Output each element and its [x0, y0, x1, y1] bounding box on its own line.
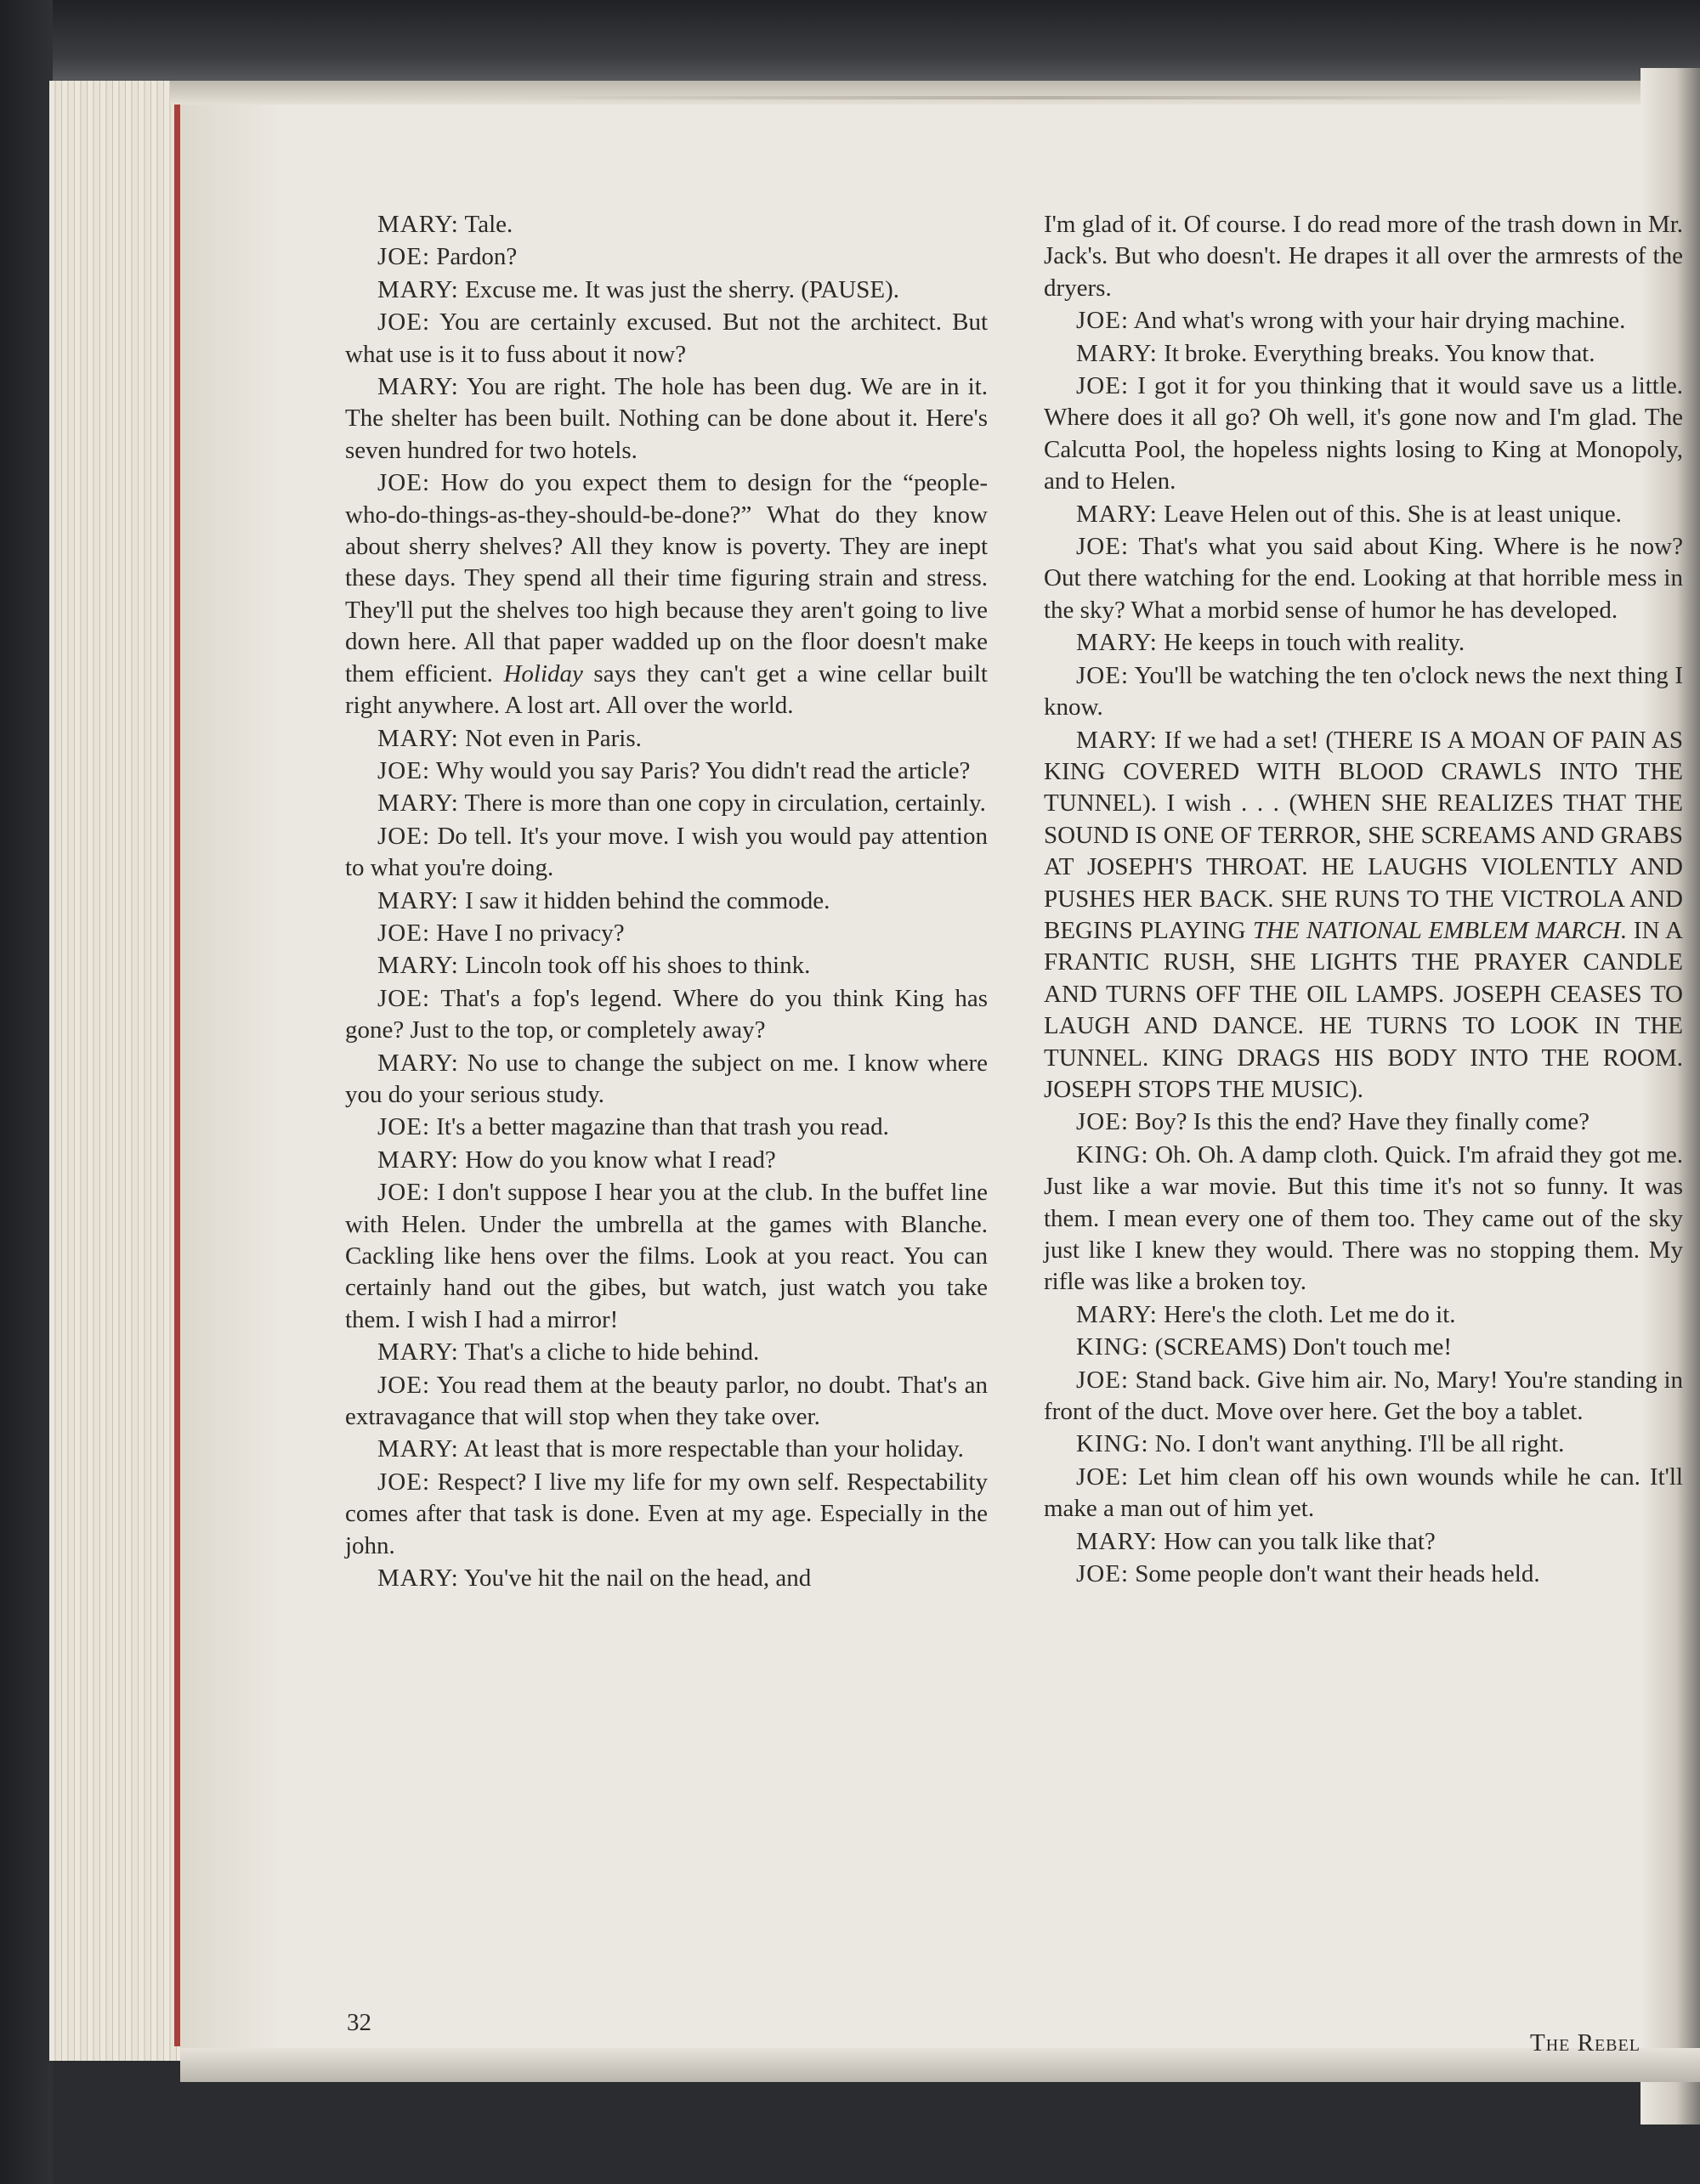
dialogue-paragraph — [1044, 1559, 1683, 1590]
dialogue-text: Tale. — [458, 211, 513, 238]
speaker-name: MARY: — [377, 1564, 459, 1593]
dialogue-paragraph — [345, 467, 988, 721]
dialogue-paragraph — [1044, 627, 1683, 659]
speaker-name: KING: — [1076, 1430, 1149, 1458]
dialogue-text: No. I don't want anything. I'll be all right. — [1148, 1430, 1565, 1458]
dialogue-text: It broke. Everything breaks. You know that. — [1157, 339, 1595, 367]
speaker-name: JOE: — [377, 1468, 430, 1496]
speaker-name: JOE: — [377, 1179, 430, 1207]
dialogue-paragraph — [345, 755, 988, 787]
speaker-name: MARY: — [377, 1435, 459, 1463]
speaker-name: MARY: — [377, 1146, 459, 1174]
dialogue-paragraph — [1044, 305, 1683, 337]
dialogue-text: That's what you said about King. Where is he now? Out there watching for the end. Looking at that horrible mess in the sky? What a morbid sense of humor he has developed. — [1044, 533, 1683, 624]
dialogue-text: Let him clean off his own wounds while he can. It'll make a man out of him yet. — [1044, 1463, 1683, 1523]
dialogue-text: Oh. Oh. A damp cloth. Quick. I'm afraid they got me. Just like a war movie. But this time it's not so funny. It was them. I mean every one of them too. They came out of the sky just like I knew they would. There was no stopping them. My rifle was like a broken toy. — [1044, 1140, 1683, 1296]
speaker-name: JOE: — [1076, 1463, 1129, 1491]
dialogue-text: How do you know what I read? — [458, 1146, 776, 1174]
dialogue-text: Respect? I live my life for my own self. Respectability comes after that task is done. Even at my age. Especially in the john. — [345, 1468, 988, 1559]
dialogue-paragraph — [345, 1337, 988, 1368]
speaker-name: MARY: — [377, 886, 459, 914]
dialogue-paragraph — [1044, 338, 1683, 370]
dialogue-paragraph — [345, 788, 988, 819]
cover-top-edge — [51, 0, 1700, 81]
dialogue-text: You read them at the beauty parlor, no doubt. That's an extravagance that will stop when they take over. — [345, 1371, 988, 1431]
speaker-name: MARY: — [1076, 1300, 1158, 1328]
dialogue-paragraph — [345, 918, 988, 949]
dialogue-paragraph — [1044, 209, 1683, 304]
speaker-name: JOE: — [377, 1371, 430, 1399]
dialogue-paragraph — [345, 1370, 988, 1434]
dialogue-paragraph — [345, 1467, 988, 1562]
speaker-name: JOE: — [377, 984, 430, 1012]
dialogue-paragraph — [345, 274, 988, 306]
left-text-column — [345, 209, 988, 1595]
dialogue-text: Leave Helen out of this. She is at least unique. — [1157, 500, 1622, 528]
speaker-name: MARY: — [377, 1049, 459, 1077]
dialogue-paragraph — [345, 209, 988, 240]
speaker-name: MARY: — [1076, 629, 1158, 657]
speaker-name: MARY: — [377, 373, 459, 401]
dialogue-paragraph — [1044, 1106, 1683, 1138]
dialogue-text: I'm glad of it. Of course. I do read more of the trash down in Mr. Jack's. But who doesn't. He drapes it all over the armrests of the dryers. — [1044, 211, 1683, 302]
speaker-name: JOE: — [377, 308, 430, 337]
italic-title: THE NATIONAL EMBLEM MARCH — [1252, 916, 1621, 944]
dialogue-text: No use to change the subject on me. I know where you do your serious study. — [345, 1049, 988, 1108]
page-bottom-shadow — [180, 2048, 1700, 2082]
dialogue-text: How can you talk like that? — [1157, 1527, 1436, 1555]
page-top-shadow — [510, 96, 1572, 99]
dialogue-paragraph — [1044, 1299, 1683, 1331]
dialogue-text: says they can't get a wine cellar built right anywhere. A lost art. All over the world. — [345, 659, 988, 720]
speaker-name: MARY: — [377, 1338, 459, 1366]
dialogue-text: Stand back. Give him air. No, Mary! You're standing in front of the duct. Move over here. Get the boy a tablet. — [1044, 1366, 1683, 1426]
dialogue-text: Pardon? — [430, 243, 518, 271]
dialogue-paragraph — [345, 821, 988, 885]
dialogue-paragraph — [1044, 660, 1683, 724]
dialogue-text: Lincoln took off his shoes to think. — [458, 952, 811, 980]
speaker-name: JOE: — [377, 469, 430, 497]
dialogue-text: You'll be watching the ten o'clock news the next thing I know. — [1044, 661, 1683, 721]
speaker-name: MARY: — [377, 724, 459, 752]
dialogue-text: It's a better magazine than that trash you read. — [430, 1113, 889, 1141]
dialogue-paragraph — [1044, 1332, 1683, 1363]
dialogue-paragraph — [345, 1048, 988, 1112]
speaker-name: JOE: — [1076, 1108, 1129, 1136]
dialogue-text: You are certainly excused. But not the architect. But what use is it to fuss about it now? — [345, 308, 988, 368]
dialogue-paragraph — [1044, 1462, 1683, 1525]
speaker-name: MARY: — [1076, 1527, 1158, 1555]
speaker-name: JOE: — [1076, 533, 1129, 561]
dialogue-paragraph — [345, 1177, 988, 1336]
dialogue-paragraph — [345, 307, 988, 371]
dialogue-text: You've hit the nail on the head, and — [458, 1564, 812, 1593]
dialogue-text: I saw it hidden behind the commode. — [458, 886, 830, 914]
speaker-name: JOE: — [1076, 661, 1129, 689]
dialogue-text: Why would you say Paris? You didn't read the article? — [430, 756, 971, 784]
speaker-name: JOE: — [377, 756, 430, 784]
speaker-name: MARY: — [1076, 339, 1158, 367]
dialogue-paragraph — [1044, 371, 1683, 498]
speaker-name: JOE: — [1076, 307, 1129, 335]
dialogue-paragraph — [345, 723, 988, 755]
speaker-name: MARY: — [377, 211, 459, 238]
speaker-name: JOE: — [1076, 1560, 1129, 1588]
speaker-name: JOE: — [377, 243, 430, 271]
dialogue-text: I don't suppose I hear you at the club. In the buffet line with Helen. Under the umbrella at the games with Blanche. Cackling like hens over the films. Look at you react. You can certainly hand out the gibes, but watch, just watch you take them. I wish I had a mirror! — [345, 1179, 988, 1333]
dialogue-paragraph — [345, 1434, 988, 1465]
page-number: 32 — [347, 2009, 371, 2036]
dialogue-paragraph — [1044, 499, 1683, 530]
dialogue-text: If we had a set! (THERE IS A MOAN OF PAIN AS KING COVERED WITH BLOOD CRAWLS INTO THE TUNNEL). I wish . . . (WHEN SHE REALIZES THAT THE SOUND IS ONE OF TERROR, SHE SCREAMS AND GRABS AT JOSEPH'S THROAT. HE LAUGHS VIOLENTLY AND PUSHES HER BACK. SHE RUNS TO THE VICTROLA AND BEGINS PLAYING — [1044, 726, 1683, 944]
dialogue-paragraph — [345, 885, 988, 917]
speaker-name: JOE: — [377, 919, 430, 947]
dialogue-paragraph — [345, 950, 988, 982]
speaker-name: MARY: — [1076, 726, 1158, 754]
dialogue-text: I got it for you thinking that it would save us a little. Where does it all go? Oh well, it's gone now and I'm glad. The Calcutta Pool, the hopeless nights losing to King at Monopoly, and to Helen. — [1044, 372, 1683, 495]
dialogue-text: That's a cliche to hide behind. — [458, 1338, 760, 1366]
cover-left-edge — [0, 0, 53, 2184]
dialogue-text: There is more than one copy in circulation, certainly. — [458, 789, 986, 818]
dialogue-paragraph — [1044, 1429, 1683, 1460]
dialogue-text: Not even in Paris. — [458, 724, 642, 752]
speaker-name: KING: — [1076, 1333, 1149, 1361]
speaker-name: MARY: — [1076, 500, 1158, 528]
speaker-name: JOE: — [1076, 372, 1129, 400]
right-text-column — [1044, 209, 1683, 1591]
speaker-name: MARY: — [377, 275, 459, 303]
speaker-name: MARY: — [377, 952, 459, 980]
dialogue-text: He keeps in touch with reality. — [1157, 629, 1465, 657]
speaker-name: MARY: — [377, 789, 459, 818]
speaker-name: KING: — [1076, 1140, 1149, 1168]
dialogue-paragraph — [345, 241, 988, 273]
dialogue-paragraph — [345, 1112, 988, 1143]
dialogue-text: Do tell. It's your move. I wish you would pay attention to what you're doing. — [345, 822, 988, 882]
dialogue-text: How do you expect them to design for the “people-who-do-things-as-they-should-be-done?” What do they know about sherry shelves? All they know is poverty. They are inept these days. They spend all their time figuring strain and stress. They'll put the shelves too high because they aren't going to live down here. All that paper wadded up on the floor doesn't make them efficient. — [345, 469, 988, 687]
page-stack-top — [170, 81, 1700, 105]
page-gutter-shadow — [180, 93, 282, 2057]
dialogue-paragraph — [1044, 725, 1683, 1106]
dialogue-text: (SCREAMS) Don't touch me! — [1148, 1333, 1452, 1361]
red-page-edge — [174, 100, 180, 2046]
dialogue-text: That's a fop's legend. Where do you think King has gone? Just to the top, or completely away? — [345, 984, 988, 1044]
dialogue-text: You are right. The hole has been dug. We are in it. The shelter has been built. Nothing can be done about it. Here's seven hundred for two hotels. — [345, 373, 988, 464]
dialogue-text: Boy? Is this the end? Have they finally come? — [1129, 1108, 1590, 1136]
dialogue-text: And what's wrong with your hair drying machine. — [1129, 307, 1626, 335]
dialogue-paragraph — [1044, 1365, 1683, 1429]
running-head: The Rebel — [1530, 2029, 1640, 2057]
dialogue-paragraph — [345, 1145, 988, 1176]
dialogue-text: Here's the cloth. Let me do it. — [1157, 1300, 1456, 1328]
speaker-name: JOE: — [1076, 1366, 1129, 1394]
dialogue-text: . IN A FRANTIC RUSH, SHE LIGHTS THE PRAYER CANDLE AND TURNS OFF THE OIL LAMPS. JOSEPH CEASES TO LAUGH AND DANCE. HE TURNS TO LOOK IN THE TUNNEL. KING DRAGS HIS BODY INTO THE ROOM. JOSEPH STOPS THE MUSIC). — [1044, 916, 1683, 1103]
dialogue-paragraph — [1044, 1140, 1683, 1299]
dialogue-text: Have I no privacy? — [430, 919, 625, 947]
speaker-name: JOE: — [377, 1113, 430, 1141]
dialogue-paragraph — [1044, 531, 1683, 626]
dialogue-paragraph — [345, 1563, 988, 1594]
dialogue-text: At least that is more respectable than your holiday. — [458, 1435, 964, 1463]
dialogue-text: Excuse me. It was just the sherry. (PAUSE). — [458, 275, 899, 303]
speaker-name: JOE: — [377, 822, 430, 850]
dialogue-paragraph — [345, 371, 988, 467]
dialogue-paragraph — [1044, 1526, 1683, 1558]
dialogue-text: Some people don't want their heads held. — [1129, 1560, 1540, 1588]
dialogue-paragraph — [345, 983, 988, 1047]
italic-title: Holiday — [503, 659, 583, 687]
